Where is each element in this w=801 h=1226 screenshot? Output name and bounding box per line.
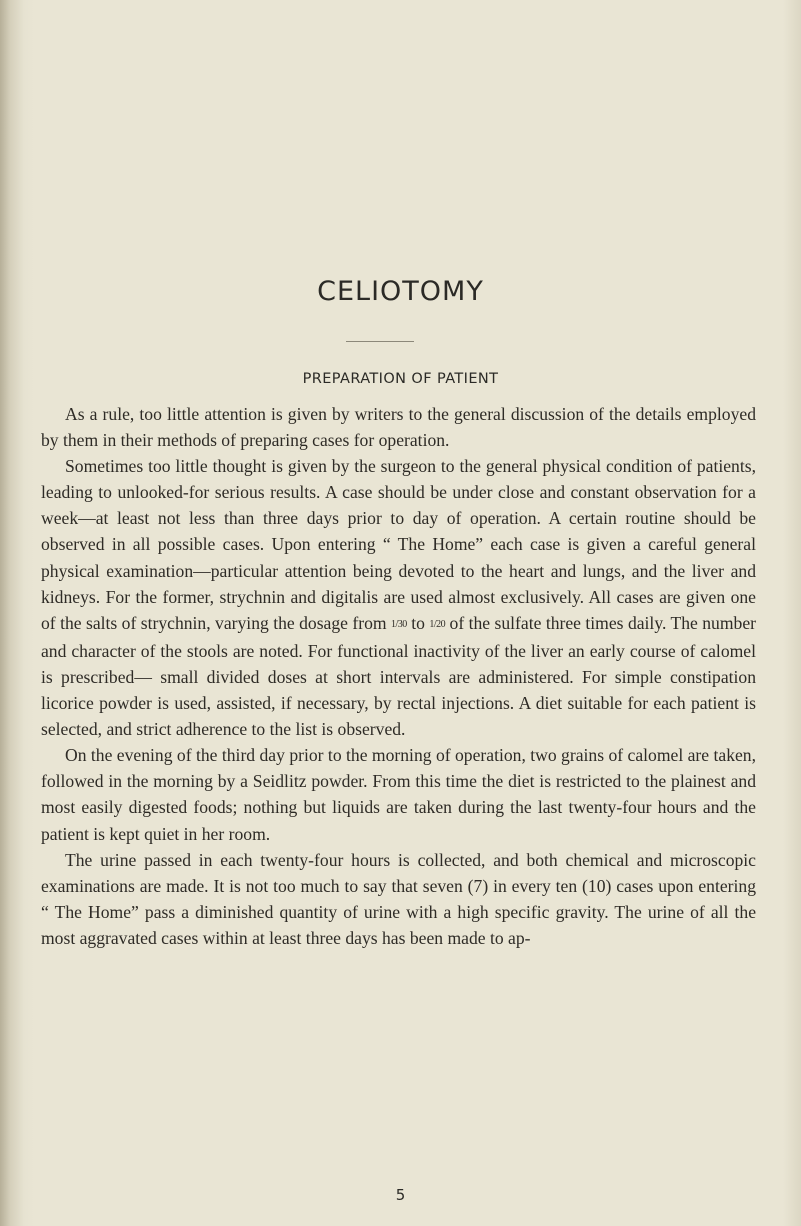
paragraph-2: [41, 453, 756, 742]
title-divider: [346, 341, 414, 342]
page-number: 5: [395, 1186, 406, 1204]
dose-connector: to: [411, 612, 425, 633]
dose-high-fraction: 1/20: [429, 618, 446, 630]
paragraph-2-text: Sometimes too little thought is given by the surgeon to the general physical condition of patients, leading to unlooked-for serious results. A case should be under close and constant observation for a week—at least not less than three days prior to day of operation. A certain routine should be observed in all possible cases. Upon entering “ The Home” each case is given a careful general physical examination—particular attention being devoted to the heart and lungs, and the liver and kidneys. For the former, strychnin and digitalis are used almost exclusively. All cases are given one of the salts of strychnin, varying the dosage from: [41, 456, 756, 633]
paragraph-2-continuation: of the sulfate three times daily. The number and character of the stools are noted. For functional inactivity of the liver an early course of calomel is prescribed— small divided doses at short intervals are administered. For simple constipation licorice powder is used, assisted, if necessary, by rectal injections. A diet suitable for each patient is selected, and strict adherence to the list is observed.: [41, 612, 756, 740]
chapter-title: CELIOTOMY: [317, 276, 484, 307]
paragraph-1: As a rule, too little attention is given by writers to the general discussion of the details employed by them in their methods of preparing cases for operation.: [41, 404, 756, 451]
dose-low-fraction: 1/30: [391, 618, 407, 630]
body-text: [41, 401, 756, 951]
paragraph-4: The urine passed in each twenty-four hours is collected, and both chemical and microscopic examinations are made. It is not too much to say that seven (7) in every ten (10) cases upon entering “ The Home” pass a diminished quantity of urine with a high specific gravity. The urine of all the most aggravated cases within at least three days has been made to ap-: [41, 849, 756, 948]
paragraph-3: On the evening of the third day prior to the morning of operation, two grains of calomel are taken, followed in the morning by a Seidlitz powder. From this time the diet is restricted to the plainest and most easily digested foods; nothing but liquids are taken during the last twenty-four hours and the patient is kept quiet in her room.: [41, 745, 756, 844]
section-heading: PREPARATION OF PATIENT: [302, 371, 499, 387]
